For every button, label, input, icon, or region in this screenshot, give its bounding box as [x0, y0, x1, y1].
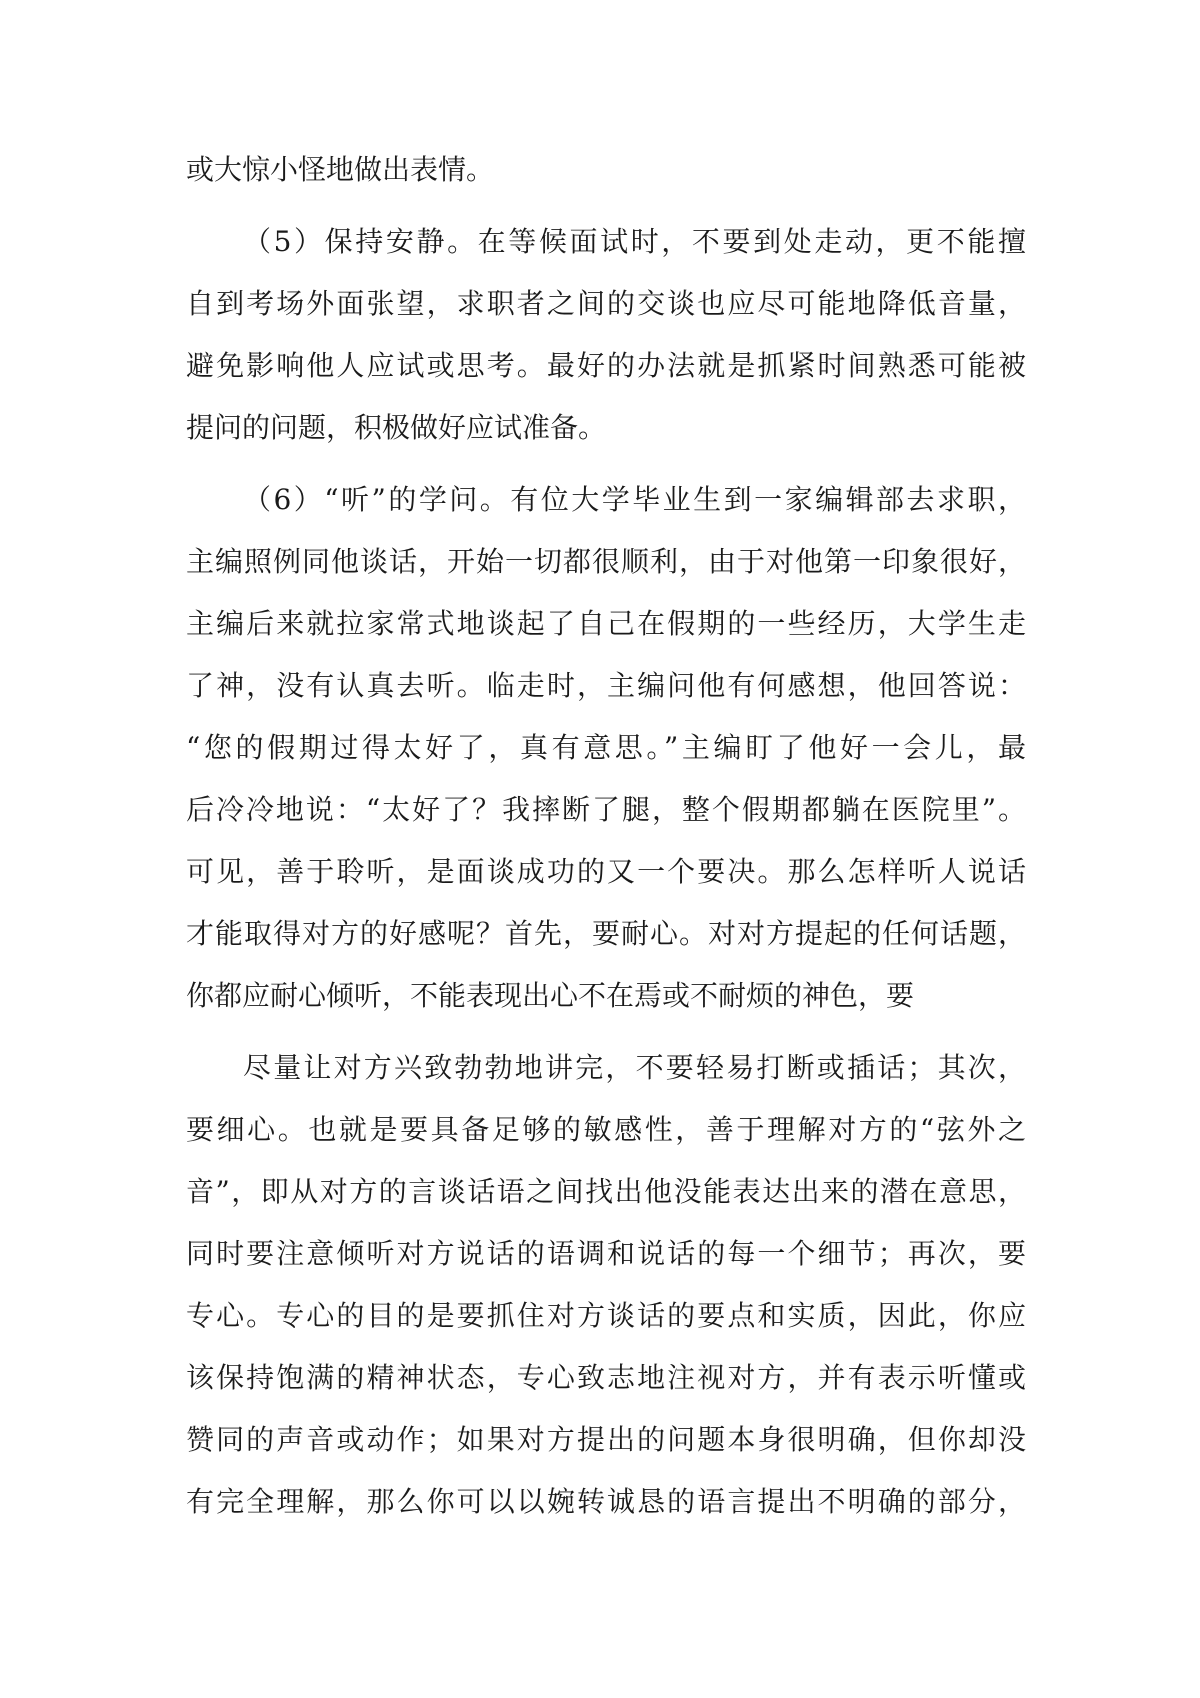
text-line: （6）“听”的学问。有位大学毕业生到一家编辑部去求职， [243, 483, 1026, 516]
text-line: 主编照例同他谈话，开始一切都很顺利，由于对他第一印象很好， [186, 545, 1026, 578]
text-line: 避免影响他人应试或思考。最好的办法就是抓紧时间熟悉可能被 [186, 349, 1026, 382]
text-line: 提问的问题，积极做好应试准备。 [186, 411, 607, 444]
text-line: 同时要注意倾听对方说话的语调和说话的每一个细节；再次，要 [186, 1237, 1026, 1270]
text-line: （5）保持安静。在等候面试时，不要到处走动，更不能擅 [243, 225, 1026, 258]
text-line: 可见，善于聆听，是面谈成功的又一个要决。那么怎样听人说话 [186, 855, 1026, 888]
text-line: 主编后来就拉家常式地谈起了自己在假期的一些经历，大学生走 [186, 607, 1026, 640]
text-line: 尽量让对方兴致勃勃地讲完，不要轻易打断或插话；其次， [243, 1051, 1026, 1084]
text-line: 自到考场外面张望，求职者之间的交谈也应尽可能地降低音量， [186, 287, 1026, 320]
text-line: 专心。专心的目的是要抓住对方谈话的要点和实质，因此，你应 [186, 1299, 1026, 1332]
text-line: 了神，没有认真去听。临走时，主编问他有何感想，他回答说： [186, 669, 1026, 702]
text-line: 才能取得对方的好感呢？首先，要耐心。对对方提起的任何话题， [186, 917, 1026, 950]
text-line: 有完全理解，那么你可以以婉转诚恳的语言提出不明确的部分， [186, 1485, 1026, 1518]
text-line: 或大惊小怪地做出表情。 [186, 153, 495, 186]
text-line: 该保持饱满的精神状态，专心致志地注视对方，并有表示听懂或 [186, 1361, 1026, 1394]
text-line: 后冷冷地说：“太好了？我摔断了腿，整个假期都躺在医院里”。 [186, 793, 1026, 826]
text-line: 要细心。也就是要具备足够的敏感性，善于理解对方的“弦外之 [186, 1113, 1026, 1146]
text-line: 音”，即从对方的言谈话语之间找出他没能表达出来的潜在意思， [186, 1175, 1026, 1208]
text-line: 你都应耐心倾听，不能表现出心不在焉或不耐烦的神色，要 [186, 979, 915, 1012]
text-line: “您的假期过得太好了，真有意思。”主编盯了他好一会儿，最 [186, 731, 1026, 764]
text-line: 赞同的声音或动作；如果对方提出的问题本身很明确，但你却没 [186, 1423, 1026, 1456]
